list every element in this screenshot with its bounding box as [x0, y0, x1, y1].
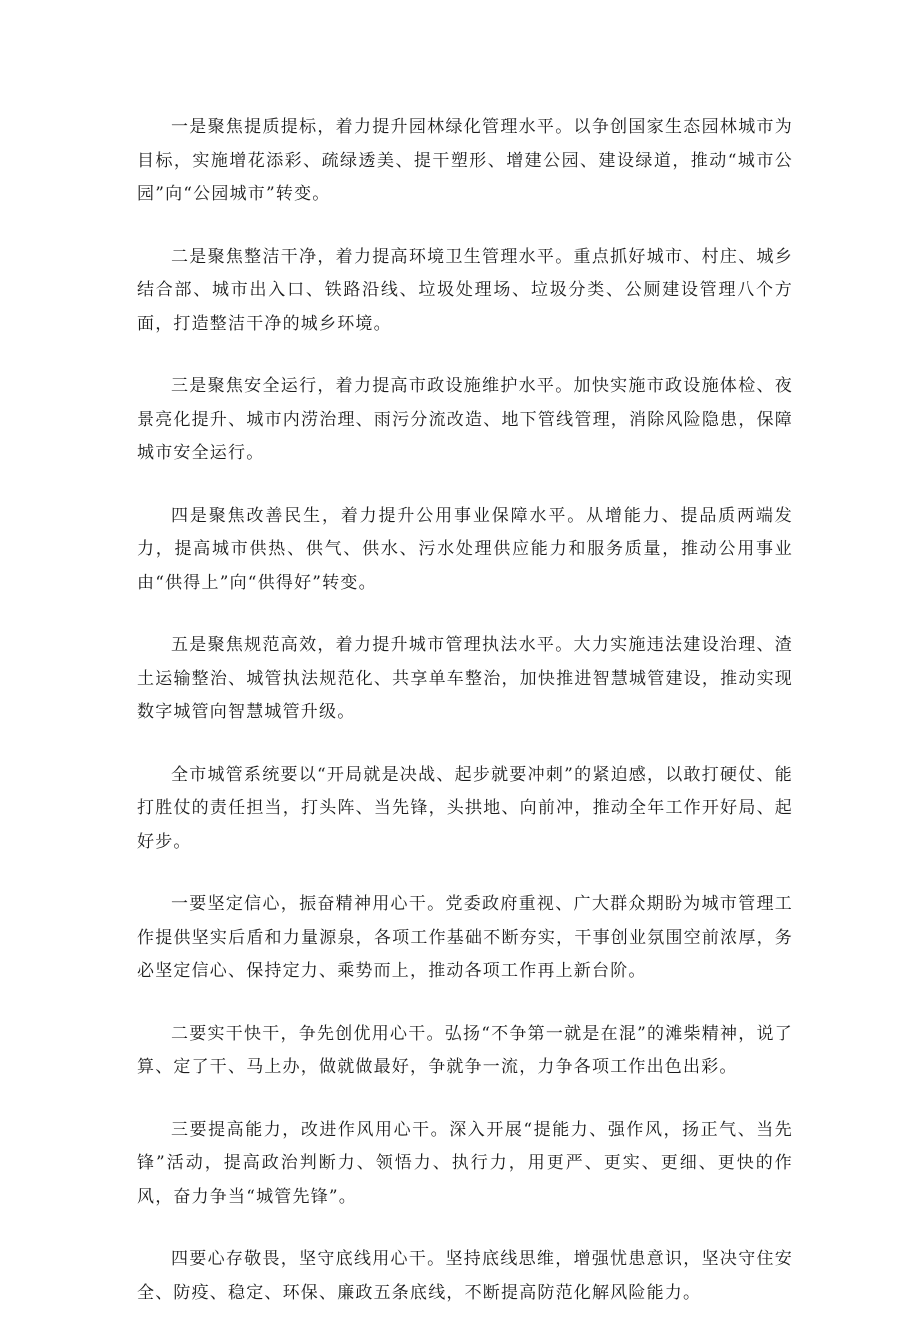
document-body — [137, 111, 793, 1339]
paragraph-2: 二是聚焦整洁干净，着力提高环境卫生管理水平。重点抓好城市、村庄、城乡结合部、城市出入口、铁路沿线、垃圾处理场、垃圾分类、公厕建设管理八个方面，打造整洁干净的城乡环境。 — [137, 246, 793, 334]
paragraph-3: 三是聚焦安全运行，着力提高市政设施维护水平。加快实施市政设施体检、夜景亮化提升、城市内涝治理、雨污分流改造、地下管线管理，消除风险隐患，保障城市安全运行。 — [137, 376, 793, 463]
paragraph-6: 全市城管系统要以“开局就是决战、起步就要冲刺”的紧迫感，以敢打硬仗、能打胜仗的责任担当，打头阵、当先锋，头拱地、向前冲，推动全年工作开好局、起好步。 — [137, 764, 793, 852]
paragraph-7: 一要坚定信心，振奋精神用心干。党委政府重视、广大群众期盼为城市管理工作提供坚实后盾和力量源泉，各项工作基础不断夯实，干事创业氛围空前浓厚，务必坚定信心、保持定力、乘势而上，推动各项工作再上新台阶。 — [137, 894, 793, 981]
paragraph-1: 一是聚焦提质提标，着力提升园林绿化管理水平。以争创国家生态园林城市为目标，实施增花添彩、疏绿透美、提干塑形、增建公园、建设绿道，推动“城市公园”向“公园城市”转变。 — [137, 117, 793, 204]
paragraph-4: 四是聚焦改善民生，着力提升公用事业保障水平。从增能力、提品质两端发力，提高城市供热、供气、供水、污水处理供应能力和服务质量，推动公用事业由“供得上”向“供得好”转变。 — [137, 505, 793, 593]
paragraph-9: 三要提高能力，改进作风用心干。深入开展“提能力、强作风，扬正气、当先锋”活动，提高政治判断力、领悟力、执行力，用更严、更实、更细、更快的作风，奋力争当“城管先锋”。 — [137, 1119, 793, 1207]
paragraph-10: 四要心存敬畏，坚守底线用心干。坚持底线思维，增强忧患意识，坚决守住安全、防疫、稳定、环保、廉政五条底线，不断提高防范化解风险能力。 — [137, 1249, 793, 1303]
paragraph-5: 五是聚焦规范高效，着力提升城市管理执法水平。大力实施违法建设治理、渣土运输整治、城管执法规范化、共享单车整治，加快推进智慧城管建设，推动实现数字城管向智慧城管升级。 — [137, 635, 793, 722]
paragraph-8: 二要实干快干，争先创优用心干。弘扬“不争第一就是在混”的滩柴精神，说了算、定了干、马上办，做就做最好，争就争一流，力争各项工作出色出彩。 — [137, 1023, 793, 1077]
